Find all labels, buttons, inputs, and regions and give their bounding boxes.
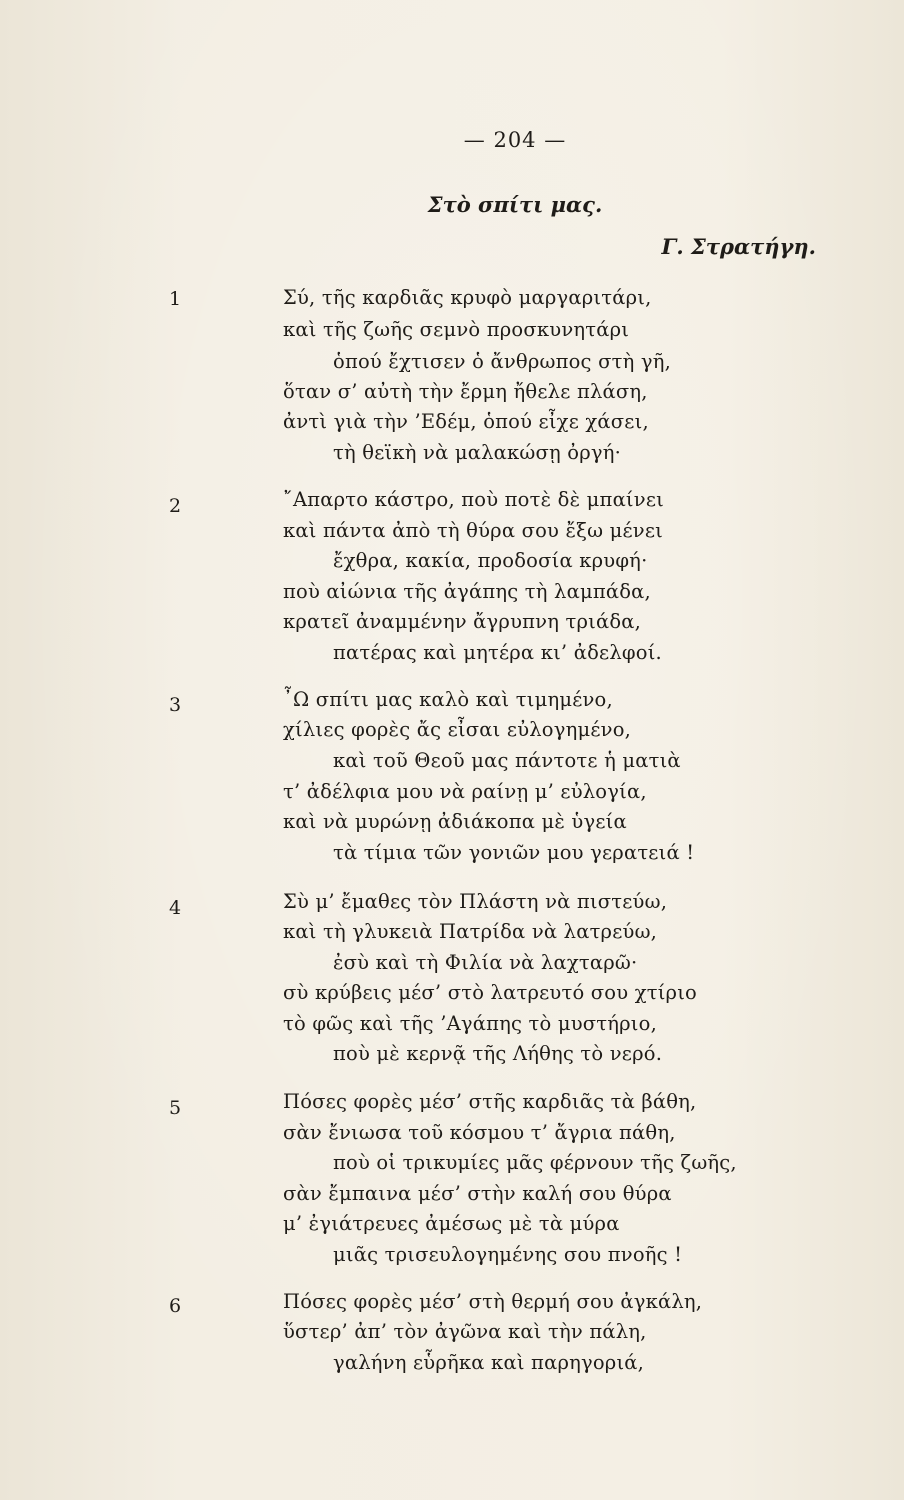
- verse-line: τ’ ἀδέλφια μου νὰ ραίνῃ μ’ εὐλογία,: [283, 780, 647, 803]
- verse-line: μιᾶς τρισευλογημένης σου πνοῆς !: [333, 1243, 683, 1266]
- verse-line: χίλιες φορὲς ἄς εἶσαι εὐλογημένο,: [283, 718, 632, 741]
- verse-line: ὕστερ’ ἀπ’ τὸν ἀγῶνα καὶ τὴν πάλη,: [283, 1320, 647, 1343]
- verse-line: ποὺ οἱ τρικυμίες μᾶς φέρνουν τῆς ζωῆς,: [333, 1151, 737, 1174]
- verse-line: ὁπού ἔχτισεν ὁ ἄνθρωπος στὴ γῆ,: [333, 350, 671, 373]
- verse-line: καὶ τοῦ Θεοῦ μας πάντοτε ἡ ματιὰ: [333, 749, 681, 772]
- stanza-number: 3: [168, 694, 182, 716]
- verse-line: κρατεῖ ἀναμμένην ἄγρυπνη τριάδα,: [283, 610, 642, 633]
- verse-line: πατέρας καὶ μητέρα κι’ ἀδελφοί.: [333, 641, 662, 664]
- verse-line: ποὺ αἰώνια τῆς ἀγάπης τὴ λαμπάδα,: [283, 580, 651, 603]
- verse-line: Πόσες φορὲς μέσ’ στὴ θερμή σου ἀγκάλη,: [283, 1290, 703, 1313]
- stanza-number: 4: [168, 897, 182, 919]
- verse-line: Σὺ μ’ ἔμαθες τὸν Πλάστη νὰ πιστεύω,: [283, 890, 668, 913]
- page-number: — 204 —: [463, 128, 567, 152]
- verse-line: ῎Απαρτο κάστρο, ποὺ ποτὲ δὲ μπαίνει: [283, 488, 664, 511]
- verse-line: ἐσὺ καὶ τὴ Φιλία νὰ λαχταρῶ·: [333, 951, 638, 974]
- verse-line: καὶ τὴ γλυκειὰ Πατρίδα νὰ λατρεύω,: [283, 920, 658, 943]
- verse-line: σὺ κρύβεις μέσ’ στὸ λατρευτό σου χτίριο: [283, 981, 697, 1004]
- verse-line: ῏Ω σπίτι μας καλὸ καὶ τιμημένο,: [283, 688, 613, 711]
- poem-author: Γ. Στρατήγη.: [661, 234, 816, 259]
- verse-line: ἔχθρα, κακία, προδοσία κρυφή·: [333, 549, 648, 572]
- stanza-number: 2: [168, 495, 182, 517]
- verse-line: καὶ τῆς ζωῆς σεμνὸ προσκυνητάρι: [283, 318, 630, 341]
- stanza-number: 1: [168, 288, 182, 310]
- verse-line: Πόσες φορὲς μέσ’ στῆς καρδιᾶς τὰ βάθη,: [283, 1090, 697, 1113]
- verse-line: σὰν ἔμπαινα μέσ’ στὴν καλή σου θύρα: [283, 1182, 672, 1205]
- stanza-number: 6: [168, 1295, 182, 1317]
- verse-line: Σύ, τῆς καρδιᾶς κρυφὸ μαργαριτάρι,: [283, 286, 652, 309]
- verse-line: ἀντὶ γιὰ τὴν ’Εδέμ, ὁπού εἶχε χάσει,: [283, 410, 649, 433]
- verse-line: μ’ ἐγιάτρευες ἀμέσως μὲ τὰ μύρα: [283, 1212, 620, 1235]
- verse-line: ὅταν σ’ αὐτὴ τὴν ἔρμη ἤθελε πλάση,: [283, 380, 648, 403]
- verse-line: σὰν ἔνιωσα τοῦ κόσμου τ’ ἄγρια πάθη,: [283, 1121, 676, 1144]
- poem-title: Στὸ σπίτι μας.: [427, 192, 603, 217]
- verse-line: τὴ θεϊκὴ νὰ μαλακώσῃ ὀργή·: [333, 441, 622, 464]
- verse-line: καὶ νὰ μυρώνῃ ἀδιάκοπα μὲ ὑγεία: [283, 810, 627, 833]
- verse-line: καὶ πάντα ἀπὸ τὴ θύρα σου ἔξω μένει: [283, 519, 663, 542]
- verse-line: τὸ φῶς καὶ τῆς ’Αγάπης τὸ μυστήριο,: [283, 1012, 657, 1035]
- verse-line: γαλήνη εὗρῆκα καὶ παρηγοριά,: [333, 1351, 645, 1374]
- verse-line: ποὺ μὲ κερνᾷ τῆς Λήθης τὸ νερό.: [333, 1042, 663, 1065]
- stanza-number: 5: [168, 1097, 182, 1119]
- verse-line: τὰ τίμια τῶν γονιῶν μου γερατειά !: [333, 841, 695, 864]
